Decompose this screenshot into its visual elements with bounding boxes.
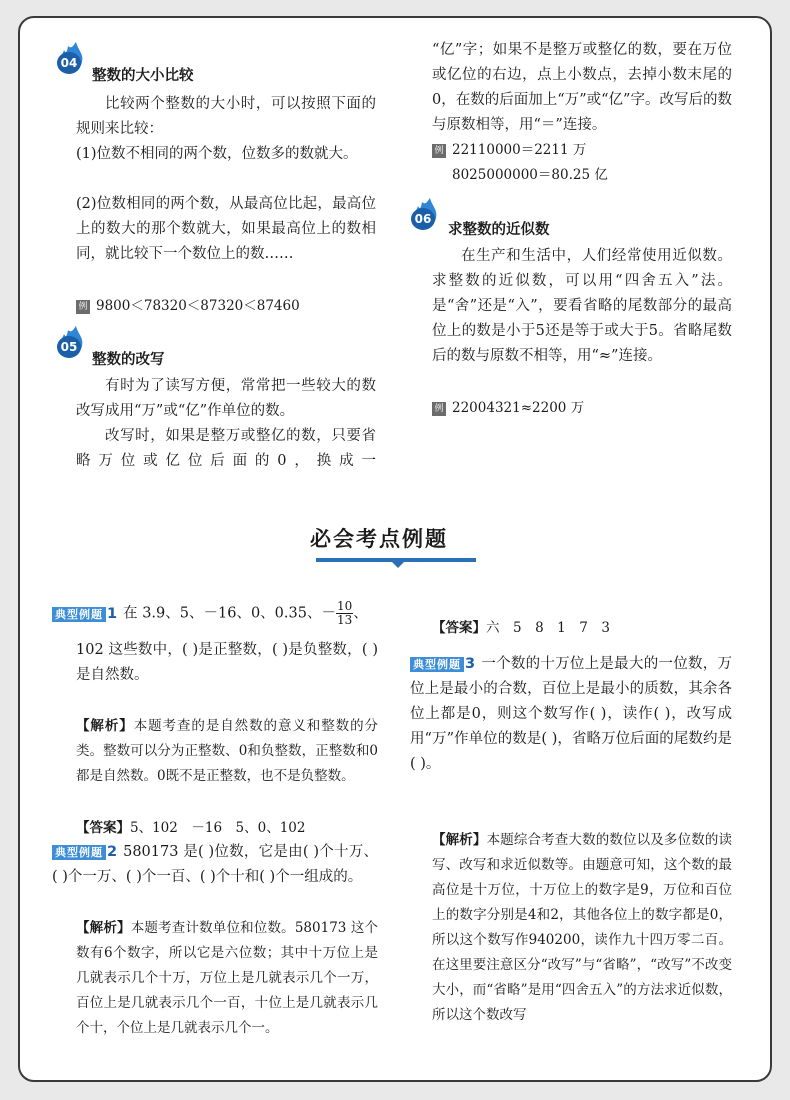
section-04-example-text: 9800＜78320＜87320＜87460 [96, 298, 300, 314]
section-04-title: 整数的大小比较 [92, 68, 194, 84]
section-title-pointer-icon [392, 562, 404, 568]
section-05-example-1-text: 22110000＝2211 万 [452, 142, 587, 158]
example-1-question-a: 在 3.9、5、－16、0、0.35、－ [123, 605, 336, 622]
example-1-analysis [76, 714, 378, 789]
typical-example-label: 典型例题 [52, 845, 106, 860]
example-2-answer-text: 六 5 8 1 7 3 [486, 620, 610, 636]
analysis-label: 【解析】 [432, 832, 487, 848]
example-1-number: 1 [107, 605, 118, 622]
example-2-answer [432, 616, 732, 641]
example-3-question-text: 一个数的十万位上是最大的一位数，万位上是最小的合数，百位上是最小的质数，其余各位上都是0，则这个数写作( )，读作( )，改写成用“万”作单位的数是( )，省略万位后面的尾数约是( )。 [410, 656, 732, 772]
example-3-analysis-text: 本题综合考查大数的数位以及多位数的读写、改写和求近似数等。由题意可知，这个数的最高位是十万位，十万位上的数字是9，万位和百位上的数字分别是4和2，其他各位上的数字都是0，所以这个数写作940200，读作九十四万零二百。在这里要注意区分“改写”与“省略”，“改写”不改变大小，而“省略”是用“四舍五入”的方法求近似数，所以这个数改写 [432, 832, 732, 1023]
example-2-question [52, 840, 378, 890]
section-05-badge [54, 324, 88, 358]
example-icon: 例 [432, 402, 446, 416]
section-06-number: 06 [411, 208, 435, 230]
section-04-badge [54, 40, 88, 74]
section-05-example-2: 8025000000＝80.25 亿 [452, 167, 608, 183]
example-3-question [410, 652, 732, 777]
section-05-number: 05 [57, 336, 81, 358]
example-1-question [52, 600, 378, 627]
example-1-question-b: 、 [353, 605, 368, 622]
fraction [336, 600, 353, 627]
section-04-para: 比较两个整数的大小时，可以按照下面的规则来比较： [76, 96, 376, 137]
example-icon: 例 [432, 144, 446, 158]
section-06-para: 在生产和生活中，人们经常使用近似数。求整数的近似数，可以用“四舍五入”法。是“舍”还是“入”，要看省略的尾数部分的最高位上的数是小于5还是等于或大于5。省略尾数后的数与原数不相等，用“≈”连接。 [432, 248, 732, 364]
page [18, 16, 772, 1082]
typical-example-label: 典型例题 [410, 657, 464, 672]
section-05-para-2 [76, 424, 376, 474]
section-04-rule-1: (1)位数不相同的两个数，位数多的数就大。 [76, 146, 358, 162]
example-3-analysis [432, 828, 732, 1058]
section-05-para-2-continued: “亿”字；如果不是整万或整亿的数，要在万位或亿位的右边，点上小数点，去掉小数末尾的0，在数的后面加上“万”或“亿”字。改写后的数与原数相等，用“＝”连接。 [432, 42, 732, 133]
typical-example-label: 典型例题 [52, 607, 106, 622]
section-06-example-text: 22004321≈2200 万 [452, 400, 585, 416]
fraction-denominator: 13 [336, 613, 353, 627]
section-05-example-1 [432, 138, 732, 163]
example-2-analysis [76, 916, 378, 1066]
example-1-answer [76, 816, 378, 841]
example-1-question-rest: 102 这些数中，( )是正整数，( )是负整数，( )是自然数。 [76, 642, 378, 683]
example-1-analysis-text: 本题考查的是自然数的意义和整数的分类。整数可以分为正整数、0和负整数，正整数和0都是自然数。0既不是正整数，也不是负整数。 [76, 718, 379, 784]
section-04-number: 04 [57, 52, 81, 74]
fraction-numerator: 10 [336, 599, 353, 613]
example-icon: 例 [76, 300, 90, 314]
analysis-label: 【解析】 [76, 920, 131, 936]
section-06-title: 求整数的近似数 [448, 222, 550, 238]
section-title: 必会考点例题 [310, 527, 448, 551]
section-06-example [432, 396, 732, 421]
section-06-badge [408, 196, 442, 230]
section-05-para-1: 有时为了读写方便，常常把一些较大的数改写成用“万”或“亿”作单位的数。 [76, 378, 376, 419]
section-05-title: 整数的改写 [92, 352, 165, 368]
example-2-question-text: 580173 是( )位数，它是由( )个十万、( )个一万、( )个一百、( )个十和( )个一组成的。 [52, 844, 378, 885]
section-04-rule-2: (2)位数相同的两个数，从最高位比起，最高位上的数大的那个数就大，如果最高位上的数相同，就比较下一个数位上的数…… [76, 196, 376, 262]
answer-label: 【答案】 [76, 820, 130, 836]
example-1-answer-text: 5、102 －16 5、0、102 [130, 820, 306, 836]
section-04-example [76, 294, 376, 319]
example-2-number: 2 [107, 844, 118, 860]
example-3-number: 3 [465, 656, 476, 672]
example-2-analysis-text: 本题考查计数单位和位数。580173 这个数有6个数字，所以它是六位数；其中十万位上是几就表示几个十万，万位上是几就表示几个一万，百位上是几就表示几个一百，十位上是几就表示几个十，个位上是几就表示几个一。 [76, 920, 378, 1036]
analysis-label: 【解析】 [76, 718, 134, 734]
section-05-para-2-text: 改写时，如果是整万或整亿的数，只要省略万位或亿位后面的0，换成一 [76, 428, 376, 469]
answer-label: 【答案】 [432, 620, 486, 636]
